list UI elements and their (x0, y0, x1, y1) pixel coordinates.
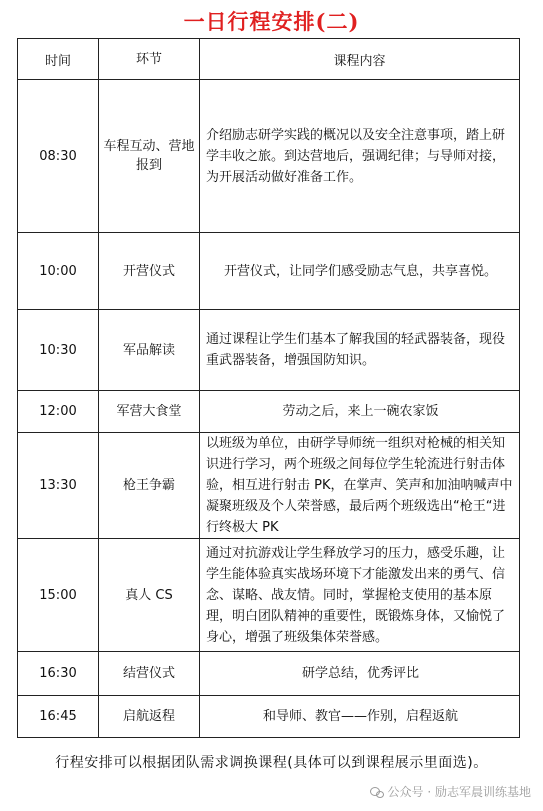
table-row (18, 310, 520, 391)
row-content: 研学总结，优秀评比 (200, 652, 520, 696)
row-content: 介绍励志研学实践的概况以及安全注意事项，踏上研学丰收之旅。到达营地后，强调纪律；与导师对接，为开展活动做好准备工作。 (200, 80, 520, 233)
header-segment: 环节 (99, 39, 200, 80)
watermark-text: 公众号 · 励志军晨训练基地 (387, 785, 531, 799)
row-segment: 枪王争霸 (99, 433, 200, 539)
row-time: 12:00 (18, 391, 99, 433)
row-segment: 真人 CS (99, 539, 200, 652)
table-row (18, 539, 520, 652)
row-content: 通过对抗游戏让学生释放学习的压力，感受乐趣，让学生能体验真实战场环境下才能激发出来的勇气、信念、谋略、战友情。同时，掌握枪支使用的基本原理，明白团队精神的重要性，既锻炼身体，又愉悦了身心，增强了班级集体荣誉感。 (200, 539, 520, 652)
table-row (18, 652, 520, 696)
row-time: 16:45 (18, 696, 99, 738)
wechat-icon (370, 786, 384, 798)
wechat-watermark (370, 783, 531, 800)
row-segment: 军营大食堂 (99, 391, 200, 433)
row-content: 通过课程让学生们基本了解我国的轻武器装备，现役重武器装备，增强国防知识。 (200, 310, 520, 391)
table-row (18, 433, 520, 539)
row-time: 15:00 (18, 539, 99, 652)
row-time: 16:30 (18, 652, 99, 696)
row-time: 08:30 (18, 80, 99, 233)
table-row (18, 80, 520, 233)
row-segment: 启航返程 (99, 696, 200, 738)
table-header-row (18, 39, 520, 80)
row-time: 10:30 (18, 310, 99, 391)
table-row (18, 391, 520, 433)
header-content: 课程内容 (200, 39, 520, 80)
row-segment: 结营仪式 (99, 652, 200, 696)
table-row (18, 696, 520, 738)
row-segment: 车程互动、营地 报到 (99, 80, 200, 233)
row-time: 13:30 (18, 433, 99, 539)
header-time: 时间 (18, 39, 99, 80)
footer-note: 行程安排可以根据团队需求调换课程(具体可以到课程展示里面选)。 (55, 755, 488, 771)
table-row (18, 233, 520, 310)
row-content: 和导师、教官——作别，启程返航 (200, 696, 520, 738)
row-segment: 开营仪式 (99, 233, 200, 310)
schedule-table (17, 38, 520, 738)
row-time: 10:00 (18, 233, 99, 310)
row-content: 以班级为单位，由研学导师统一组织对枪械的相关知识进行学习，两个班级之间每位学生轮流进行射击体验，相互进行射击 PK，在掌声、笑声和加油呐喊声中凝聚班级及个人荣誉感，最后两个班级选出“枪王“进行终极大 PK (200, 433, 520, 539)
row-content: 劳动之后，来上一碗农家饭 (200, 391, 520, 433)
row-segment: 军品解读 (99, 310, 200, 391)
page-title: 一日行程安排(二) (183, 9, 360, 34)
row-content: 开营仪式，让同学们感受励志气息，共享喜悦。 (200, 233, 520, 310)
